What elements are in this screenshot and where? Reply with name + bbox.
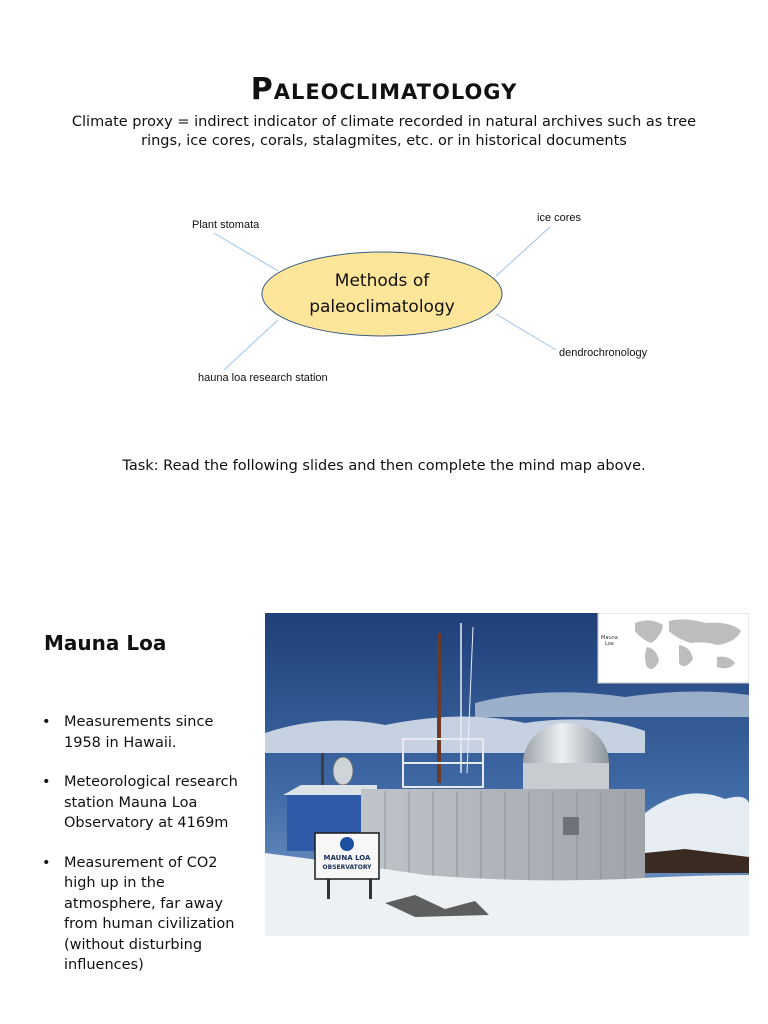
bullet-item: • Measurements since 1958 in Hawaii. — [42, 712, 242, 753]
map-label-line1: Mauna — [601, 635, 618, 641]
task-instruction: Task: Read the following slides and then complete the mind map above. — [122, 458, 646, 474]
bullet-list — [42, 712, 242, 995]
mind-map-center-text — [262, 252, 502, 336]
dome-base — [523, 763, 609, 789]
sign-text-line1: MAUNA LOA — [323, 854, 371, 862]
branch-label-dendrochronology: dendrochronology — [559, 347, 648, 359]
sign-text-line2: OBSERVATORY — [322, 864, 372, 871]
bullet-item: • Meteorological research station Mauna Loa Observatory at 4169m — [42, 772, 242, 834]
cloud — [475, 691, 749, 717]
noaa-logo — [340, 837, 354, 851]
main-building — [361, 789, 645, 885]
slide-heading: Mauna Loa — [44, 631, 167, 655]
page-subtitle: Climate proxy = indirect indicator of climate recorded in natural archives such as tree rings, ice cores, corals, stalagmites, etc. or in historical documents — [71, 114, 697, 149]
branch-label-plant-stomata: Plant stomata — [192, 219, 260, 231]
branch-label-ice-cores: ice cores — [537, 212, 582, 224]
map-label-line2: Loa — [605, 641, 614, 647]
bullet-item: • Measurement of CO2 high up in the atmosphere, far away from human civilization (without disturbing influences) — [42, 853, 242, 976]
building-vent — [563, 817, 579, 835]
observatory-photo — [265, 613, 749, 936]
center-text-line2: paleoclimatology — [309, 297, 455, 317]
antenna-mast — [437, 633, 441, 783]
branch-label-hauna-loa: hauna loa research station — [198, 372, 328, 384]
branch-line-ice-cores — [496, 227, 550, 276]
branch-line-dendrochronology — [496, 314, 556, 350]
observatory-illustration — [265, 613, 749, 936]
page-title: Paleoclimatology — [250, 72, 518, 107]
center-text-line1: Methods of — [334, 271, 430, 291]
satellite-dish — [333, 757, 353, 785]
